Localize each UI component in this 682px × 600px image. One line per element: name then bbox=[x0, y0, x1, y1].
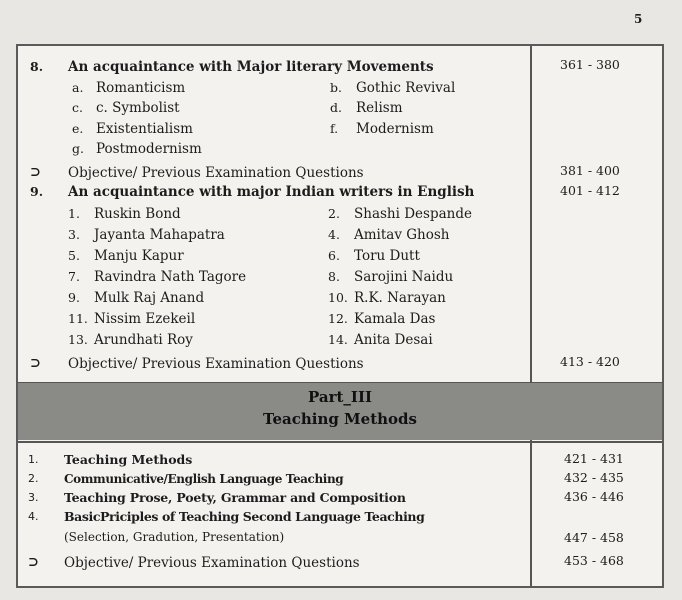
teaching-item-pages: 436 - 446 bbox=[564, 489, 624, 504]
teaching-item-pages: 421 - 431 bbox=[564, 451, 624, 466]
writer-name: Ruskin Bond bbox=[94, 206, 181, 222]
section-9-objective-pages: 413 - 420 bbox=[560, 354, 620, 369]
teaching-sub-pages: 447 - 458 bbox=[564, 530, 624, 545]
writer-name: Shashi Despande bbox=[354, 206, 472, 222]
part-title: Teaching Methods bbox=[263, 410, 417, 428]
writer-name: Toru Dutt bbox=[354, 248, 420, 264]
movement-label: e. bbox=[72, 121, 84, 136]
section-8-title: An acquaintance with Major literary Movements bbox=[68, 59, 434, 75]
writer-name: R.K. Narayan bbox=[354, 290, 446, 306]
item-number: 4. bbox=[28, 510, 39, 523]
section-9-number: 9. bbox=[30, 184, 44, 199]
bullet-icon: ⊃ bbox=[30, 165, 41, 180]
item-number: 2. bbox=[28, 472, 39, 485]
teaching-item-pages: 432 - 435 bbox=[564, 470, 624, 485]
bullet-icon: ⊃ bbox=[30, 356, 41, 371]
section-9-objective: Objective/ Previous Examination Questions bbox=[68, 356, 364, 372]
writer-number: 3. bbox=[68, 227, 80, 242]
writer-number: 8. bbox=[328, 269, 340, 284]
section-9-pages: 401 - 412 bbox=[560, 183, 620, 198]
teaching-item: Teaching Methods bbox=[64, 452, 193, 467]
section-8-objective: Objective/ Previous Examination Questions bbox=[68, 165, 364, 181]
contents-table bbox=[16, 44, 664, 588]
item-number: 1. bbox=[28, 453, 39, 466]
row-divider-bottom bbox=[18, 441, 662, 443]
writer-name: Kamala Das bbox=[354, 311, 436, 327]
movement-label: b. bbox=[330, 80, 342, 95]
writer-number: 12. bbox=[328, 311, 348, 326]
writer-number: 13. bbox=[68, 332, 88, 347]
writer-number: 10. bbox=[328, 290, 348, 305]
part-label: Part_III bbox=[308, 388, 372, 406]
writer-number: 2. bbox=[328, 206, 340, 221]
section-8-pages: 361 - 380 bbox=[560, 57, 620, 72]
writer-name: Manju Kapur bbox=[94, 248, 184, 264]
writer-number: 9. bbox=[68, 290, 80, 305]
bullet-icon: ⊃ bbox=[28, 555, 39, 570]
movement-item: Existentialism bbox=[96, 121, 193, 137]
movement-label: f. bbox=[330, 121, 339, 136]
movement-item: Romanticism bbox=[96, 80, 186, 96]
movement-item: Gothic Revival bbox=[356, 80, 456, 96]
writer-number: 5. bbox=[68, 248, 80, 263]
movement-item: Relism bbox=[356, 100, 403, 116]
movement-item: Postmodernism bbox=[96, 141, 202, 157]
writer-name: Jayanta Mahapatra bbox=[94, 227, 225, 243]
item-number: 3. bbox=[28, 491, 39, 504]
part-3-objective: Objective/ Previous Examination Questions bbox=[64, 555, 360, 571]
section-8-number: 8. bbox=[30, 59, 44, 74]
writer-name: Mulk Raj Anand bbox=[94, 290, 205, 306]
writer-number: 7. bbox=[68, 269, 80, 284]
writer-number: 1. bbox=[68, 206, 80, 221]
writer-number: 11. bbox=[68, 311, 88, 326]
writer-name: Ravindra Nath Tagore bbox=[94, 269, 247, 285]
writer-name: Sarojini Naidu bbox=[354, 269, 454, 285]
section-9-title: An acquaintance with major Indian writers in English bbox=[68, 184, 475, 200]
teaching-item: Teaching Prose, Poety, Grammar and Composition bbox=[64, 490, 406, 505]
writer-number: 14. bbox=[328, 332, 348, 347]
column-divider bbox=[530, 46, 532, 586]
section-8-objective-pages: 381 - 400 bbox=[560, 163, 620, 178]
movement-label: d. bbox=[330, 100, 342, 115]
movement-label: g. bbox=[72, 141, 84, 156]
page-number: 5 bbox=[634, 12, 643, 26]
writer-name: Arundhati Roy bbox=[94, 332, 193, 348]
teaching-item: Communicative/English Language Teaching bbox=[64, 472, 344, 486]
writer-number: 6. bbox=[328, 248, 340, 263]
writer-name: Amitav Ghosh bbox=[354, 227, 450, 243]
teaching-sub-note: (Selection, Gradution, Presentation) bbox=[64, 530, 285, 544]
writer-name: Anita Desai bbox=[354, 332, 433, 348]
writer-number: 4. bbox=[328, 227, 340, 242]
writer-name: Nissim Ezekeil bbox=[94, 311, 196, 327]
movement-item: c. Symbolist bbox=[96, 100, 180, 116]
movement-label: a. bbox=[72, 80, 84, 95]
movement-label: c. bbox=[72, 100, 83, 115]
teaching-item: BasicPriciples of Teaching Second Language Teaching bbox=[64, 509, 425, 524]
movement-item: Modernism bbox=[356, 121, 434, 137]
part-header bbox=[18, 386, 662, 430]
part-3-objective-pages: 453 - 468 bbox=[564, 553, 624, 568]
